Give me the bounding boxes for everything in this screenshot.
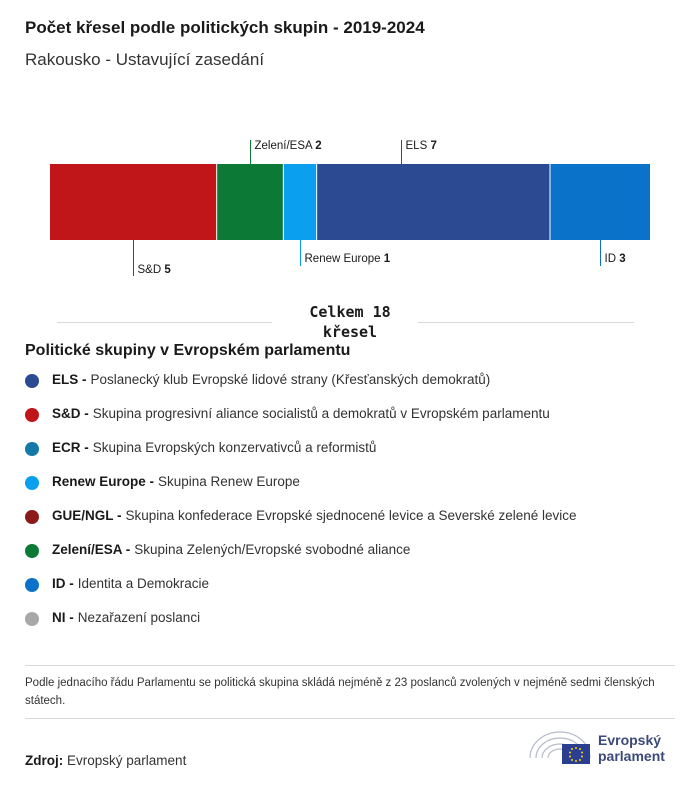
legend-item: [25, 474, 577, 508]
legend-abbr: ECR -: [52, 440, 89, 455]
bar-segment-0: [50, 164, 217, 240]
legend-item: [25, 542, 577, 576]
source-label: Zdroj:: [25, 753, 64, 768]
legend-dot-icon: [25, 612, 39, 626]
bar-segment-3: [317, 164, 550, 240]
legend-name: Skupina Evropských konzervativců a reformistů: [92, 440, 377, 455]
segment-label-value: 3: [619, 253, 626, 265]
segment-label-value: 1: [383, 253, 391, 265]
legend-item: [25, 440, 577, 474]
legend-abbr: S&D -: [52, 406, 89, 421]
legend-dot-icon: [25, 510, 39, 524]
divider: [25, 665, 675, 666]
legend-dot-icon: [25, 408, 39, 422]
segment-label: [305, 253, 391, 265]
ep-logo: [528, 728, 665, 768]
legend-name: Skupina konfederace Evropské sjednocené levice a Severské zelené levice: [125, 508, 577, 523]
footnote: Podle jednacího řádu Parlamentu se politická skupina skládá nejméně z 23 poslanců zvolených v nejméně sedmi členských státech.: [25, 677, 655, 707]
legend-dot-icon: [25, 578, 39, 592]
legend-item: [25, 372, 577, 406]
segment-label-name: Zelení/ESA: [254, 140, 316, 152]
legend-item: [25, 508, 577, 542]
legend-dot-icon: [25, 544, 39, 558]
segment-label-value: 5: [164, 264, 171, 276]
legend-item: [25, 406, 577, 440]
segment-label: [138, 264, 172, 276]
legend-item: [25, 610, 577, 644]
bar-segment-4: [550, 164, 650, 240]
chart-subtitle: Rakousko - Ustavující zasedání: [25, 50, 265, 69]
segment-label: [406, 140, 437, 152]
parliament-hemicycle-icon: [528, 728, 592, 768]
legend-dot-icon: [25, 442, 39, 456]
segment-label: [605, 253, 626, 265]
segment-label-name: Renew Europe: [304, 253, 384, 265]
total-seats-count: Celkem 18: [309, 303, 391, 321]
legend-dot-icon: [25, 374, 39, 388]
stacked-seat-bar-chart: [0, 130, 700, 290]
segment-label: [255, 140, 322, 152]
total-seats-label: [0, 302, 700, 342]
segment-label-name: ID: [604, 253, 620, 265]
legend-name: Identita a Demokracie: [77, 576, 210, 591]
logo-line-1: Evropský: [598, 732, 662, 748]
legend-abbr: ID -: [52, 576, 74, 591]
segment-label-name: ELS: [405, 140, 431, 152]
source-line: [25, 753, 186, 768]
legend-abbr: Zelení/ESA -: [52, 542, 131, 557]
bar-segment-2: [283, 164, 316, 240]
total-seats-unit: křesel: [322, 323, 378, 341]
legend-title: Politické skupiny v Evropském parlamentu: [25, 342, 351, 359]
bar-segment-1: [217, 164, 284, 240]
legend-abbr: GUE/NGL -: [52, 508, 122, 523]
legend-name: Skupina progresivní aliance socialistů a demokratů v Evropském parlamentu: [92, 406, 550, 421]
legend-abbr: Renew Europe -: [52, 474, 155, 489]
legend-name: Skupina Renew Europe: [158, 474, 300, 489]
segment-label-value: 2: [315, 140, 322, 152]
legend-name: Nezařazení poslanci: [77, 610, 201, 625]
segment-label-value: 7: [430, 140, 437, 152]
source-value: Evropský parlament: [67, 753, 187, 768]
legend-dot-icon: [25, 476, 39, 490]
legend-name: Skupina Zelených/Evropské svobodné aliance: [134, 542, 411, 557]
segment-label-name: S&D: [137, 264, 165, 276]
legend-abbr: NI -: [52, 610, 74, 625]
legend-abbr: ELS -: [52, 372, 87, 387]
legend-item: [25, 576, 577, 610]
logo-line-2: parlament: [598, 748, 665, 764]
legend-name: Poslanecký klub Evropské lidové strany (Křesťanských demokratů): [90, 372, 491, 387]
legend-list: [25, 372, 577, 644]
logo-wordmark: [598, 732, 665, 764]
chart-title: Počet křesel podle politických skupin - 2019-2024: [25, 18, 425, 37]
divider: [25, 718, 675, 719]
